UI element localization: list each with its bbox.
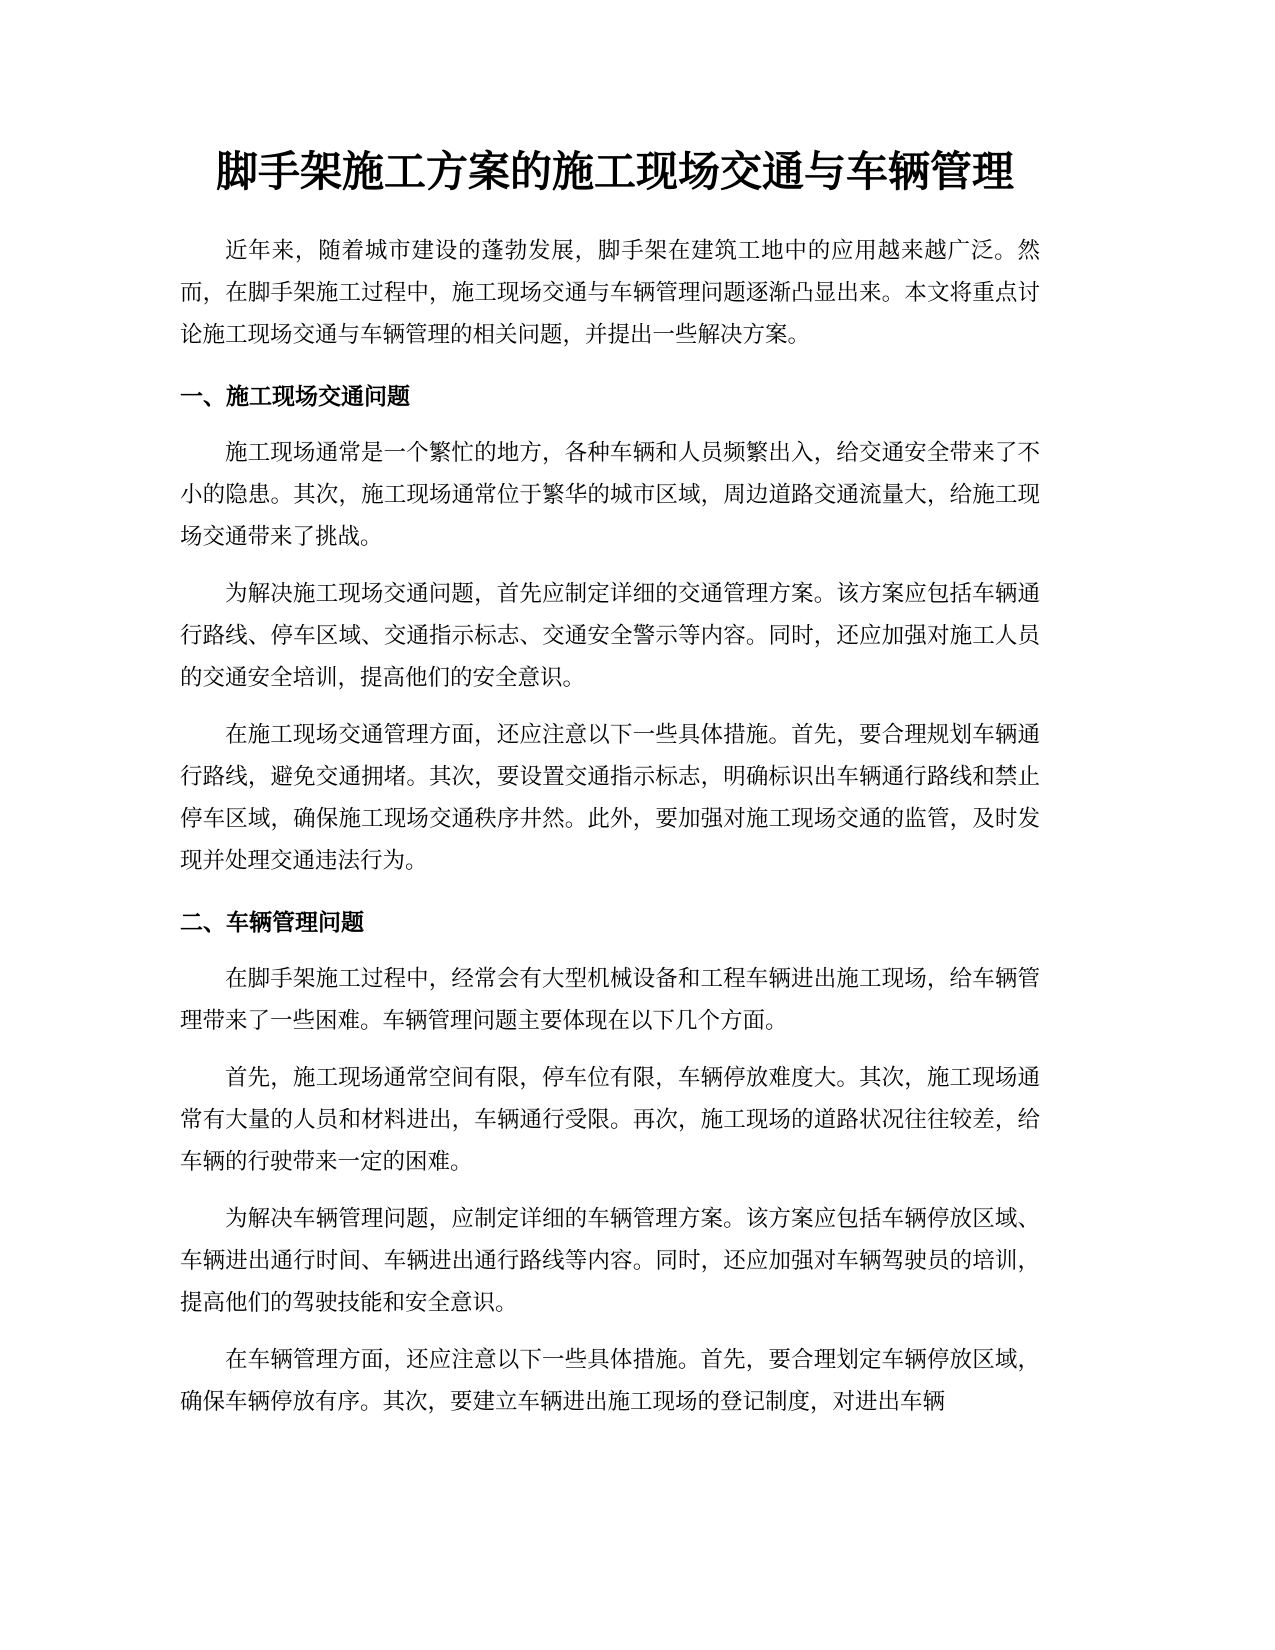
document-title: 脚手架施工方案的施工现场交通与车辆管理 [215, 147, 1014, 196]
paragraph: 为解决车辆管理问题，应制定详细的车辆管理方案。该方案应包括车辆停放区域、车辆进出通行时间、车辆进出通行路线等内容。同时，还应加强对车辆驾驶员的培训，提高他们的驾驶技能和安全意识。 [180, 1206, 1040, 1316]
intro-paragraph: 近年来，随着城市建设的蓬勃发展，脚手架在建筑工地中的应用越来越广泛。然而，在脚手架施工过程中，施工现场交通与车辆管理问题逐渐凸显出来。本文将重点讨论施工现场交通与车辆管理的相关问题，并提出一些解决方案。 [180, 238, 1040, 348]
paragraph: 在脚手架施工过程中，经常会有大型机械设备和工程车辆进出施工现场，给车辆管理带来了一些困难。车辆管理问题主要体现在以下几个方面。 [180, 966, 1040, 1034]
paragraph: 在车辆管理方面，还应注意以下一些具体措施。首先，要合理划定车辆停放区域，确保车辆停放有序。其次，要建立车辆进出施工现场的登记制度，对进出车辆 [180, 1347, 1040, 1415]
paragraph: 施工现场通常是一个繁忙的地方，各种车辆和人员频繁出入，给交通安全带来了不小的隐患。其次，施工现场通常位于繁华的城市区域，周边道路交通流量大，给施工现场交通带来了挑战。 [180, 440, 1040, 550]
paragraph: 为解决施工现场交通问题，首先应制定详细的交通管理方案。该方案应包括车辆通行路线、停车区域、交通指示标志、交通安全警示等内容。同时，还应加强对施工人员的交通安全培训，提高他们的安全意识。 [180, 581, 1040, 691]
document-page [180, 140, 1040, 1423]
paragraph: 在施工现场交通管理方面，还应注意以下一些具体措施。首先，要合理规划车辆通行路线，避免交通拥堵。其次，要设置交通指示标志，明确标识出车辆通行路线和禁止停车区域，确保施工现场交通秩序井然。此外，要加强对施工现场交通的监管，及时发现并处理交通违法行为。 [180, 722, 1040, 874]
section-heading-traffic: 一、施工现场交通问题 [180, 384, 410, 410]
paragraph: 首先，施工现场通常空间有限，停车位有限，车辆停放难度大。其次，施工现场通常有大量的人员和材料进出，车辆通行受限。再次，施工现场的道路状况往往较差，给车辆的行驶带来一定的困难。 [180, 1065, 1040, 1175]
section-heading-vehicles: 二、车辆管理问题 [180, 910, 364, 936]
